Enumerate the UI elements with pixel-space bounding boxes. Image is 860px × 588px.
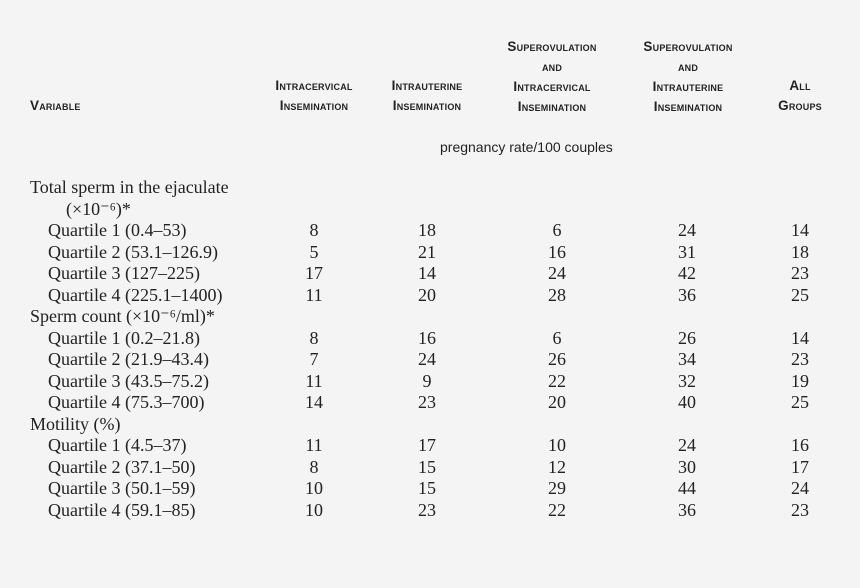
table-cell: 26 — [548, 349, 566, 369]
row-label: Quartile 2 (21.9–43.4) — [48, 349, 209, 369]
row-label: Motility (%) — [30, 413, 121, 434]
header-intrauterine — [372, 76, 482, 116]
table-cell: 25 — [791, 392, 809, 412]
table-cell: 30 — [678, 456, 696, 477]
table-cell: 6 — [552, 327, 562, 348]
table-cell: 14 — [418, 263, 436, 283]
table-cell: 42 — [678, 263, 696, 283]
table-row — [0, 392, 860, 414]
table-cell: 40 — [678, 392, 696, 412]
table-cell: 28 — [548, 284, 566, 305]
section-title-continued — [0, 199, 860, 221]
table-cell: 17 — [418, 435, 436, 455]
row-label: Total sperm in the ejaculate — [30, 177, 229, 197]
table-row — [0, 242, 860, 264]
row-label: Quartile 4 (59.1–85) — [48, 499, 196, 520]
header-line: All — [789, 78, 811, 93]
table-cell: 24 — [678, 220, 696, 240]
table-cell: 22 — [548, 370, 566, 391]
table-cell: 17 — [791, 456, 809, 477]
row-label: Sperm count (×10⁻⁶/ml)* — [30, 306, 215, 326]
table-cell: 11 — [305, 435, 323, 455]
table-cell: 10 — [305, 478, 323, 498]
table-cell: 12 — [548, 456, 566, 477]
row-label: Quartile 3 (127–225) — [48, 263, 200, 283]
row-label: Quartile 1 (0.4–53) — [48, 220, 187, 240]
table-cell: 8 — [309, 220, 319, 240]
table-cell: 11 — [305, 370, 323, 391]
table-cell: 24 — [418, 349, 436, 369]
header-all-groups — [760, 76, 840, 116]
table-cell: 31 — [678, 241, 696, 262]
table-cell: 16 — [418, 327, 436, 348]
table-row — [0, 500, 860, 522]
table-cell: 20 — [418, 284, 436, 305]
table-cell: 8 — [309, 456, 319, 477]
table-cell: 7 — [309, 349, 319, 369]
table-cell: 14 — [305, 392, 323, 412]
table-cell: 19 — [791, 370, 809, 391]
table-cell: 14 — [791, 220, 809, 240]
header-variable-text: Variable — [30, 98, 81, 113]
table-cell: 36 — [678, 284, 696, 305]
table-cell: 44 — [678, 478, 696, 498]
table-cell: 29 — [548, 478, 566, 498]
table-cell: 9 — [422, 370, 432, 391]
table-cell: 16 — [791, 435, 809, 455]
table-cell: 36 — [678, 499, 696, 520]
table-cell: 20 — [548, 392, 566, 412]
row-label: Quartile 2 (37.1–50) — [48, 456, 196, 477]
header-line: and — [677, 59, 699, 74]
table-cell: 10 — [305, 499, 323, 520]
header-line: Insemination — [517, 99, 587, 114]
table-row — [0, 435, 860, 457]
header-line: and — [541, 59, 563, 74]
table-cell: 23 — [791, 349, 809, 369]
table-cell: 23 — [418, 499, 436, 520]
header-superov-intracervical — [488, 37, 616, 117]
table-cell: 23 — [791, 499, 809, 520]
table-cell: 14 — [791, 327, 809, 348]
table-cell: 6 — [552, 220, 562, 240]
table-cell: 34 — [678, 349, 696, 369]
table-cell: 11 — [305, 284, 323, 305]
row-label: Quartile 4 (225.1–1400) — [48, 284, 223, 305]
header-line: Superovulation — [507, 39, 597, 54]
table-cell: 17 — [305, 263, 323, 283]
section-title — [0, 306, 860, 328]
table-cell: 16 — [548, 241, 566, 262]
table-cell: 15 — [418, 456, 436, 477]
table-row — [0, 285, 860, 307]
table-cell: 25 — [791, 284, 809, 305]
header-line: Intrauterine — [391, 78, 463, 93]
header-line: Intracervical — [275, 78, 353, 93]
row-label: Quartile 3 (43.5–75.2) — [48, 370, 209, 391]
row-label: Quartile 1 (4.5–37) — [48, 435, 187, 455]
row-label: Quartile 2 (53.1–126.9) — [48, 241, 218, 262]
table-row — [0, 220, 860, 242]
table-cell: 10 — [548, 435, 566, 455]
table-cell: 24 — [548, 263, 566, 283]
header-line: Superovulation — [643, 39, 733, 54]
header-line: Intrauterine — [652, 79, 724, 94]
table-cell: 18 — [791, 241, 809, 262]
header-line: Insemination — [653, 99, 723, 114]
header-line: Insemination — [392, 98, 462, 113]
table-cell: 23 — [791, 263, 809, 283]
header-superov-intrauterine — [624, 37, 752, 117]
table-cell: 22 — [548, 499, 566, 520]
table-cell: 24 — [678, 435, 696, 455]
table-cell: 5 — [309, 241, 319, 262]
table-row — [0, 478, 860, 500]
header-variable — [30, 96, 81, 116]
header-intracervical — [254, 76, 374, 116]
table-row — [0, 371, 860, 393]
header-line: Groups — [778, 98, 822, 113]
table-cell: 21 — [418, 241, 436, 262]
table-cell: 32 — [678, 370, 696, 391]
subheader-pregnancy-rate: pregnancy rate/100 couples — [440, 139, 613, 155]
table-row — [0, 263, 860, 285]
section-title — [0, 414, 860, 436]
row-label: Quartile 1 (0.2–21.8) — [48, 327, 200, 348]
table-cell: 26 — [678, 327, 696, 348]
table-cell: 18 — [418, 220, 436, 240]
table-row — [0, 349, 860, 371]
table-cell: 8 — [309, 327, 319, 348]
table-cell: 23 — [418, 392, 436, 412]
table-row — [0, 457, 860, 479]
header-line: Insemination — [279, 98, 349, 113]
header-line: Intracervical — [513, 79, 591, 94]
table-cell: 24 — [791, 478, 809, 498]
row-label: Quartile 4 (75.3–700) — [48, 392, 205, 412]
table-cell: 15 — [418, 478, 436, 498]
row-label: (×10⁻⁶)* — [66, 198, 131, 219]
table-row — [0, 328, 860, 350]
section-title — [0, 177, 860, 199]
row-label: Quartile 3 (50.1–59) — [48, 478, 196, 498]
